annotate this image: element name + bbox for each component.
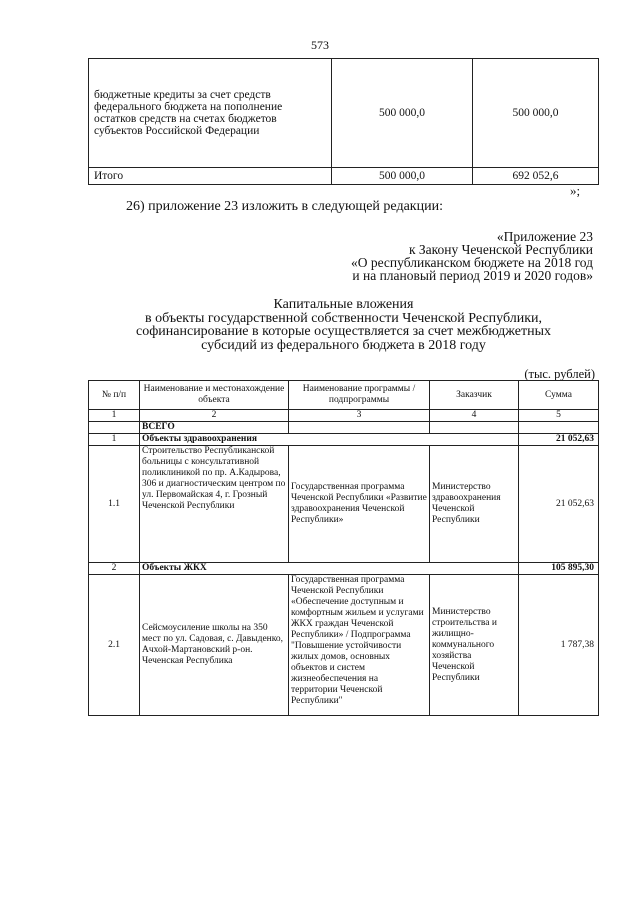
row-value-1: 500 000,0 [332, 59, 473, 168]
total-label: ВСЕГО [140, 422, 289, 434]
index-cell: 4 [430, 410, 519, 422]
page-number: 573 [311, 38, 329, 52]
item-customer: Министерство здравоохранения Чеченской Республики [430, 446, 519, 563]
item-num: 2.1 [89, 575, 140, 716]
table-row [89, 575, 599, 716]
index-cell: 3 [289, 410, 430, 422]
total-label: Итого [89, 168, 332, 185]
header-object: Наименование и местонахождение объекта [140, 381, 289, 410]
header-customer: Заказчик [430, 381, 519, 410]
section-name: Объекты здравоохранения [140, 434, 519, 446]
appendix-line: «Приложение 23 [496, 229, 593, 244]
row-value-2: 500 000,0 [473, 59, 599, 168]
item-program: Государственная программа Чеченской Республики «Развитие здравоохранения Чеченской Республики» [289, 446, 430, 563]
appendix-line: «О республиканском бюджете на 2018 год [350, 255, 593, 270]
item-program: Государственная программа Чеченской Республики «Обеспечение доступным и комфортным жильем и услугами ЖКХ граждан Чеченской Республики» / Подпрограмма "Повышение устойчивости жилых домов, основных объектов и систем жизнеобеспечения на территории Чеченской Республики" [289, 575, 430, 716]
total-row [89, 422, 599, 434]
item-sum: 21 052,63 [519, 446, 599, 563]
item-num: 1.1 [89, 446, 140, 563]
title-line: софинансирование в которые осуществляется за счет межбюджетных [136, 324, 551, 339]
units-label: (тыс. рублей) [524, 367, 595, 381]
row-label: бюджетные кредиты за счет средств федерального бюджета на пополнение остатков средств на счетах бюджетов субъектов Российской Федерации [89, 59, 332, 168]
index-row [89, 410, 599, 422]
total-value-2: 692 052,6 [473, 168, 599, 185]
title-line: Капитальные вложения [273, 297, 414, 312]
table-row [89, 446, 599, 563]
header-row [89, 381, 599, 410]
continuation-table [88, 58, 599, 185]
table-row [89, 168, 599, 185]
title-line: субсидий из федерального бюджета в 2018 году [201, 337, 486, 353]
table-row [89, 59, 599, 168]
section-row [89, 563, 599, 575]
section-sum: 21 052,63 [519, 434, 599, 446]
capital-investments-table [88, 380, 599, 716]
header-sum: Сумма [519, 381, 599, 410]
section-row [89, 434, 599, 446]
section-sum: 105 895,30 [519, 563, 599, 575]
index-cell: 1 [89, 410, 140, 422]
appendix-header [351, 230, 593, 282]
index-cell: 5 [519, 410, 599, 422]
item-sum: 1 787,38 [519, 575, 599, 716]
appendix-line: и на плановый период 2019 и 2020 годов» [352, 268, 593, 283]
title-line: в объекты государственной собственности Чеченской Республики, [144, 310, 543, 326]
document-title [88, 298, 599, 352]
closing-quote: »; [570, 183, 581, 198]
item-customer: Министерство строительства и жилищно-коммунального хозяйства Чеченской Республики [430, 575, 519, 716]
header-num: № п/п [89, 381, 140, 410]
item-object: Строительство Республиканской больницы с консультативной поликлиникой по пр. А.Кадырова, 306 и диагностическим центром по ул. Первомайская 4, г. Грозный Чеченской Республики [140, 446, 289, 563]
item-object: Сейсмоусиление школы на 350 мест по ул. Садовая, с. Давыденко, Ачхой-Мартановский р-он. Чеченская Республика [140, 575, 289, 716]
appendix-line: к Закону Чеченской Республики [408, 242, 593, 257]
section-num: 1 [89, 434, 140, 446]
total-value-1: 500 000,0 [332, 168, 473, 185]
section-name: Объекты ЖКХ [140, 563, 519, 575]
section-num: 2 [89, 563, 140, 575]
index-cell: 2 [140, 410, 289, 422]
header-program: Наименование программы / подпрограммы [289, 381, 430, 410]
amendment-instruction: 26) приложение 23 изложить в следующей редакции: [126, 199, 443, 214]
